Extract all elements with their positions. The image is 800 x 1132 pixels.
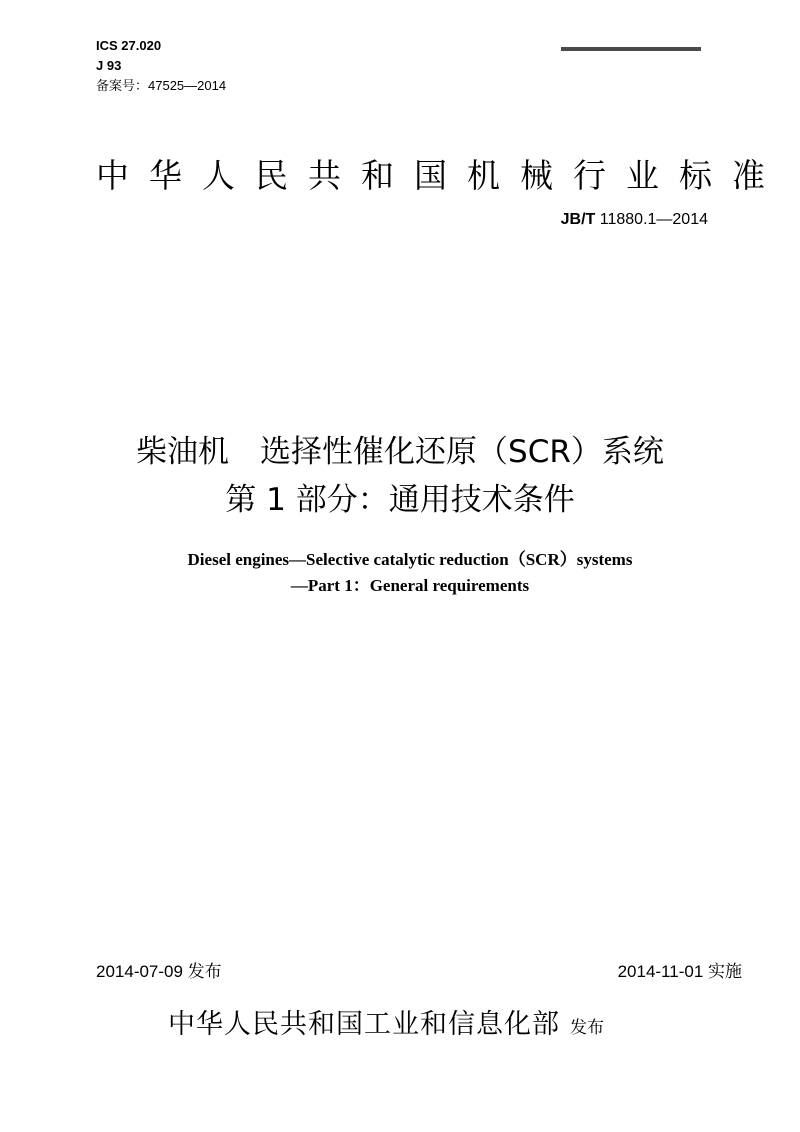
publisher-suffix: 发布 bbox=[570, 1018, 604, 1038]
standard-category-title: 中华人民共和国机械行业标准 bbox=[96, 156, 785, 195]
standard-number bbox=[561, 211, 708, 229]
header-meta bbox=[96, 36, 226, 96]
publisher bbox=[168, 1002, 604, 1041]
implement-date: 2014-11-01 实施 bbox=[617, 962, 742, 981]
en-title-line2: —Part 1：General requirements bbox=[290, 576, 530, 595]
en-title-line1: Diesel engines—Selective catalytic reduction（SCR）systems bbox=[187, 550, 633, 569]
publisher-name: 中华人民共和国工业和信息化部 bbox=[168, 1009, 560, 1040]
cn-title-line1: 柴油机 选择性催化还原（SCR）系统 bbox=[136, 434, 664, 470]
issue-date: 2014-07-09 发布 bbox=[96, 962, 222, 981]
ccs-code: J 93 bbox=[96, 58, 122, 73]
standard-prefix: JB/T bbox=[560, 211, 596, 228]
ics-code: ICS 27.020 bbox=[96, 38, 162, 53]
filing-number: 备案号：47525—2014 bbox=[96, 78, 227, 93]
cn-title-line2: 第 1 部分：通用技术条件 bbox=[225, 482, 575, 518]
standard-code: 11880.1—2014 bbox=[595, 211, 708, 228]
header-rule bbox=[561, 47, 701, 51]
